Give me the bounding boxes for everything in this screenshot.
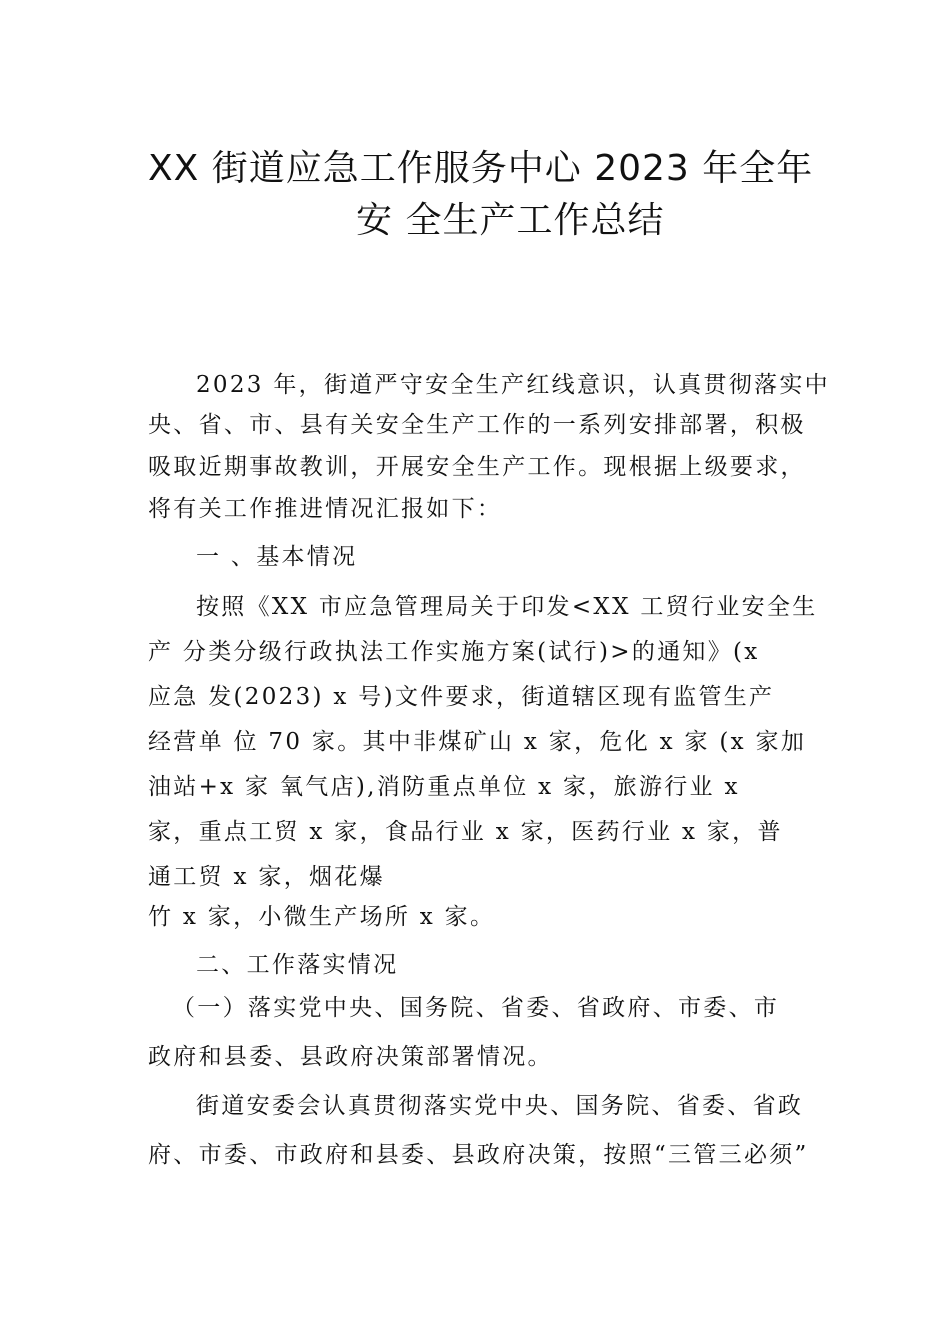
subsection-heading-line-1: （一）落实党中央、国务院、省委、省政府、市委、市 <box>172 995 780 1021</box>
paragraph-basic-line-4: 经营单 位 70 家。其中非煤矿山 x 家，危化 x 家 (x 家加 <box>148 729 807 755</box>
document-title-line-1: XX 街道应急工作服务中心 2023 年全年 <box>148 148 814 189</box>
paragraph-basic-line-6: 家，重点工贸 x 家，食品行业 x 家，医药行业 x 家，普 <box>148 819 783 845</box>
document-title-line-2: 安 全生产工作总结 <box>356 200 665 241</box>
paragraph-basic-line-3: 应急 发(2023) x 号)文件要求，街道辖区现有监管生产 <box>148 684 775 710</box>
paragraph-work-line-2: 府、市委、市政府和县委、县政府决策，按照“三管三必须” <box>148 1142 809 1168</box>
section-heading-basic: 一 、基本情况 <box>196 544 358 570</box>
paragraph-work-line-1: 街道安委会认真贯彻落实党中央、国务院、省委、省政 <box>196 1093 804 1119</box>
paragraph-basic-line-8: 竹 x 家，小微生产场所 x 家。 <box>148 904 496 930</box>
paragraph-basic-line-5: 油站+x 家 氧气店),消防重点单位 x 家，旅游行业 x <box>148 774 740 800</box>
paragraph-basic-line-1: 按照《XX 市应急管理局关于印发<XX 工贸行业安全生 <box>196 594 818 620</box>
subsection-heading-line-2: 政府和县委、县政府决策部署情况。 <box>148 1044 553 1070</box>
section-heading-work: 二、工作落实情况 <box>196 952 399 978</box>
paragraph-intro-line-1: 2023 年，街道严守安全生产红线意识，认真贯彻落实中 <box>196 372 830 398</box>
paragraph-intro-line-3: 吸取近期事故教训，开展安全生产工作。现根据上级要求， <box>148 454 806 480</box>
paragraph-intro-line-2: 央、省、市、县有关安全生产工作的一系列安排部署，积极 <box>148 412 806 438</box>
paragraph-basic-line-2: 产 分类分级行政执法工作实施方案(试行)>的通知》(x <box>148 639 760 665</box>
paragraph-intro-line-4: 将有关工作推进情况汇报如下： <box>148 496 503 522</box>
paragraph-basic-line-7: 通工贸 x 家，烟花爆 <box>148 864 385 890</box>
